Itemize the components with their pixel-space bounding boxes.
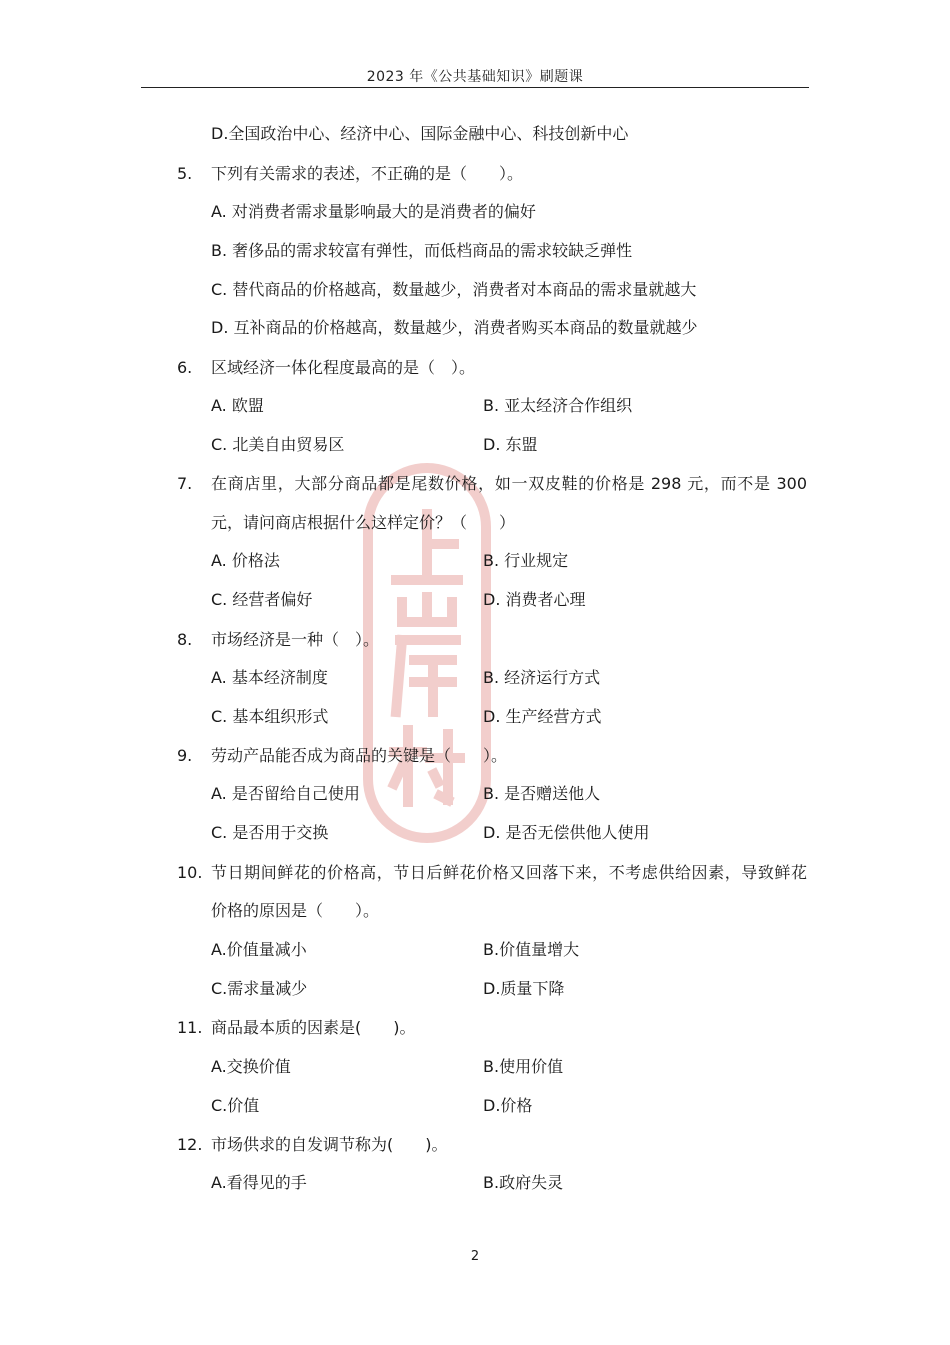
q9-option-a: A. 是否留给自己使用: [211, 784, 360, 803]
q7-option-d: D. 消费者心理: [483, 590, 586, 609]
q5-number: 5.: [177, 164, 193, 183]
q5-text: 下列有关需求的表述，不正确的是（ ）。: [211, 164, 524, 183]
q5-option-b: B. 奢侈品的需求较富有弹性，而低档商品的需求较缺乏弹性: [211, 241, 633, 260]
q12-option-b: B.政府失灵: [483, 1173, 564, 1192]
q6-number: 6.: [177, 358, 193, 377]
q9-number: 9.: [177, 746, 193, 765]
q7-number: 7.: [177, 474, 193, 493]
q5-option-c: C. 替代商品的价格越高，数量越少，消费者对本商品的需求量就越大: [211, 280, 697, 299]
q7-option-c: C. 经营者偏好: [211, 590, 313, 609]
header-title: 2023 年《公共基础知识》刷题课: [366, 69, 584, 85]
q11-option-a: A.交换价值: [211, 1057, 291, 1076]
q8-option-a: A. 基本经济制度: [211, 668, 328, 687]
q11-option-c: C.价值: [211, 1096, 260, 1115]
q11-number: 11.: [177, 1018, 203, 1037]
q6-option-d: D. 东盟: [483, 435, 538, 454]
q12-number: 12.: [177, 1135, 203, 1154]
q9-option-d: D. 是否无偿供他人使用: [483, 823, 650, 842]
q7-option-b: B. 行业规定: [483, 551, 569, 570]
q5-option-d: D. 互补商品的价格越高，数量越少，消费者购买本商品的数量就越少: [211, 318, 698, 337]
q8-text: 市场经济是一种（ ）。: [211, 630, 380, 649]
q5-option-a: A. 对消费者需求量影响最大的是消费者的偏好: [211, 202, 536, 221]
q8-number: 8.: [177, 630, 193, 649]
q8-option-c: C. 基本组织形式: [211, 707, 329, 726]
q12-option-a: A.看得见的手: [211, 1173, 307, 1192]
q8-option-b: B. 经济运行方式: [483, 668, 601, 687]
q10-text-line1: 节日期间鲜花的价格高，节日后鲜花价格又回落下来，不考虑供给因素，导致鲜花: [211, 863, 807, 882]
q9-option-c: C. 是否用于交换: [211, 823, 329, 842]
q10-number: 10.: [177, 863, 203, 882]
q6-text: 区域经济一体化程度最高的是（ ）。: [211, 358, 476, 377]
header-rule: [141, 87, 809, 88]
q12-text: 市场供求的自发调节称为( )。: [211, 1135, 448, 1154]
q6-option-a: A. 欧盟: [211, 396, 264, 415]
q8-option-d: D. 生产经营方式: [483, 707, 602, 726]
page-number: 2: [470, 1249, 480, 1264]
q7-option-a: A. 价格法: [211, 551, 280, 570]
q10-option-a: A.价值量减小: [211, 940, 307, 959]
q7-text-line2: 元，请问商店根据什么这样定价？（ ）: [211, 513, 516, 532]
q11-option-d: D.价格: [483, 1096, 533, 1115]
q9-option-b: B. 是否赠送他人: [483, 784, 601, 803]
carryover-option-d: D.全国政治中心、经济中心、国际金融中心、科技创新中心: [211, 124, 629, 143]
q11-option-b: B.使用价值: [483, 1057, 564, 1076]
q11-text: 商品最本质的因素是( )。: [211, 1018, 416, 1037]
q10-option-d: D.质量下降: [483, 979, 565, 998]
q10-option-c: C.需求量减少: [211, 979, 308, 998]
q6-option-b: B. 亚太经济合作组织: [483, 396, 633, 415]
q9-text: 劳动产品能否成为商品的关键是（ ）。: [211, 746, 508, 765]
q6-option-c: C. 北美自由贸易区: [211, 435, 345, 454]
q10-text-line2: 价格的原因是（ ）。: [211, 901, 380, 920]
q7-text-line1: 在商店里，大部分商品都是尾数价格，如一双皮鞋的价格是 298 元，而不是 300: [211, 474, 807, 493]
q10-option-b: B.价值量增大: [483, 940, 580, 959]
